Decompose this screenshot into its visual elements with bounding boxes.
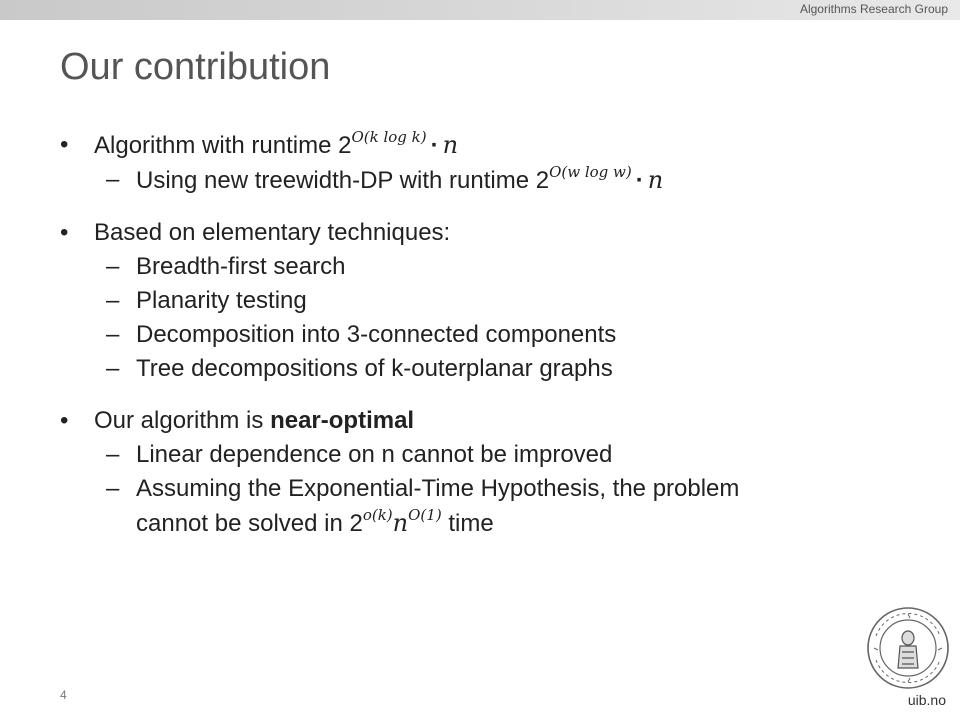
dash-icon: –	[106, 287, 120, 314]
sub-bullet-linear: – Linear dependence on n cannot be improved	[60, 438, 920, 472]
eth-exponent-1: o(k)	[362, 506, 393, 524]
bullet-runtime: • Algorithm with runtime $2^{O(k log k)} \cdot n$	[60, 128, 920, 163]
dp-exponent: O(w log w)	[549, 163, 632, 181]
slide-title: Our contribution	[60, 46, 331, 88]
sub-bullet-technique: – Planarity testing	[60, 284, 920, 318]
sub-bullet-technique: – Breadth-first search	[60, 250, 920, 284]
dot-operator: ·	[430, 132, 439, 159]
dash-icon: –	[106, 321, 120, 348]
emphasis-near-optimal: near-optimal	[270, 407, 415, 434]
dash-icon: –	[106, 166, 120, 193]
dash-icon: –	[106, 253, 120, 280]
bullet-icon: •	[60, 407, 69, 434]
university-seal-icon	[866, 606, 950, 690]
dash-icon: –	[106, 475, 120, 502]
dp-n: n	[647, 166, 664, 194]
sub-bullet-technique: – Tree decompositions of k-outerplanar graphs	[60, 352, 920, 386]
eth-exponent-2: O(1)	[408, 506, 442, 524]
sub-bullet-eth: – Assuming the Exponential-Time Hypothesis, the problem cannot be solved in $2^{o(k)}n^{O(1)}$ time	[60, 472, 920, 541]
sub-bullet-treewidth-dp: – Using new treewidth-DP with runtime $2^{O(w log w)} \cdot n$	[60, 163, 920, 198]
runtime-exponent: O(k log k)	[351, 128, 427, 146]
dash-icon: –	[106, 355, 120, 382]
runtime-n: n	[442, 131, 459, 159]
dot-operator: ·	[635, 167, 644, 194]
bullet-near-optimal: • Our algorithm is near-optimal	[60, 404, 920, 438]
bullet-icon: •	[60, 219, 69, 246]
bullet-techniques: • Based on elementary techniques:	[60, 216, 920, 250]
slide-content	[60, 128, 920, 541]
header-bar	[0, 0, 960, 20]
dash-icon: –	[106, 441, 120, 468]
group-name: Algorithms Research Group	[799, 2, 948, 16]
page-number: 4	[60, 688, 67, 702]
site-link[interactable]: uib.no	[907, 692, 946, 708]
sub-bullet-technique: – Decomposition into 3-connected components	[60, 318, 920, 352]
eth-n: n	[392, 509, 409, 537]
bullet-icon: •	[60, 131, 69, 158]
